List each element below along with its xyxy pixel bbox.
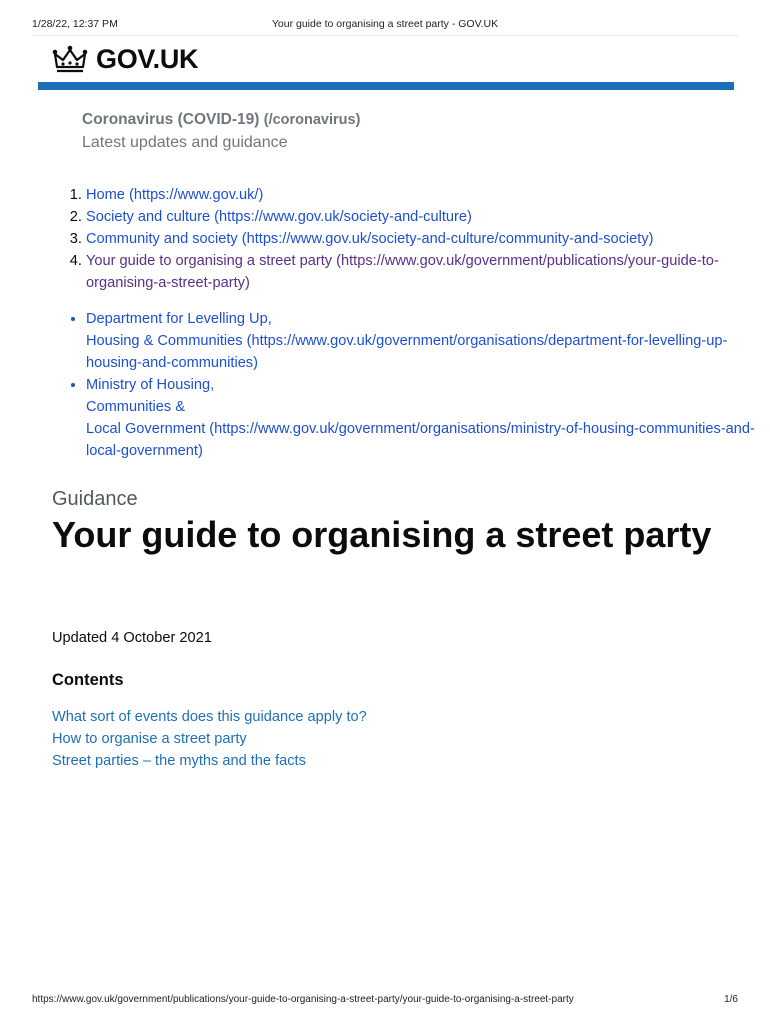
breadcrumb-item-society-and-culture <box>86 206 770 228</box>
organisation-item[interactable] <box>86 374 770 462</box>
crown-icon <box>52 45 88 75</box>
organisation-item[interactable] <box>86 308 770 374</box>
breadcrumb-item-current <box>86 250 770 294</box>
govuk-logo-link[interactable] <box>52 44 198 75</box>
contents-heading: Contents <box>52 671 124 689</box>
document-type-label: Guidance <box>52 488 138 510</box>
organisation-line[interactable]: Local Government (https://www.gov.uk/government/organisations/ministry-of-housing-communities-and-local-government) <box>86 421 755 459</box>
print-footer-url: https://www.gov.uk/government/publications/your-guide-to-organising-a-street-party/your-guide-to-organising-a-street-party <box>32 994 574 1005</box>
organisation-line[interactable]: • Department for Levelling Up, <box>86 311 272 327</box>
breadcrumb-link[interactable]: Community and society (https://www.gov.uk/society-and-culture/community-and-society) <box>86 231 654 247</box>
covid-banner[interactable] <box>82 110 360 153</box>
organisations-list <box>52 308 770 462</box>
print-title: Your guide to organising a street party - GOV.UK <box>271 18 499 30</box>
breadcrumb-item-community-and-society <box>86 228 770 250</box>
contents-list <box>52 706 367 772</box>
header-blue-bar <box>38 82 734 90</box>
breadcrumb-link[interactable]: Home (https://www.gov.uk/) <box>86 187 264 203</box>
breadcrumb-item-home <box>86 184 770 206</box>
page-title: Your guide to organising a street party <box>52 514 712 555</box>
covid-banner-url: (/coronavirus) <box>263 112 361 128</box>
print-header <box>32 18 738 32</box>
covid-banner-title[interactable]: Coronavirus (COVID-19) <box>82 111 260 128</box>
updated-date: Updated 4 October 2021 <box>52 630 212 646</box>
breadcrumb-link[interactable]: Society and culture (https://www.gov.uk/society-and-culture) <box>86 209 472 225</box>
organisation-line[interactable]: • Ministry of Housing, <box>86 377 215 393</box>
logo-text: GOV.UK <box>96 44 199 74</box>
contents-link[interactable]: How to organise a street party <box>52 731 247 747</box>
print-header-divider <box>32 35 738 36</box>
breadcrumb <box>52 184 770 294</box>
print-datetime: 1/28/22, 12:37 PM <box>32 18 118 30</box>
breadcrumb-link[interactable]: Your guide to organising a street party (https://www.gov.uk/government/publications/your-guide-to-organising-a-street-party) <box>86 253 719 291</box>
contents-link[interactable]: Street parties – the myths and the facts <box>52 753 306 769</box>
print-page-number: 1/6 <box>724 994 738 1005</box>
organisation-line[interactable]: Communities & <box>86 399 185 415</box>
covid-banner-subtitle: Latest updates and guidance <box>82 134 288 151</box>
organisation-line[interactable]: Housing & Communities (https://www.gov.uk/government/organisations/department-for-levelling-up-housing-and-communities) <box>86 333 728 371</box>
contents-link[interactable]: What sort of events does this guidance apply to? <box>52 709 367 725</box>
